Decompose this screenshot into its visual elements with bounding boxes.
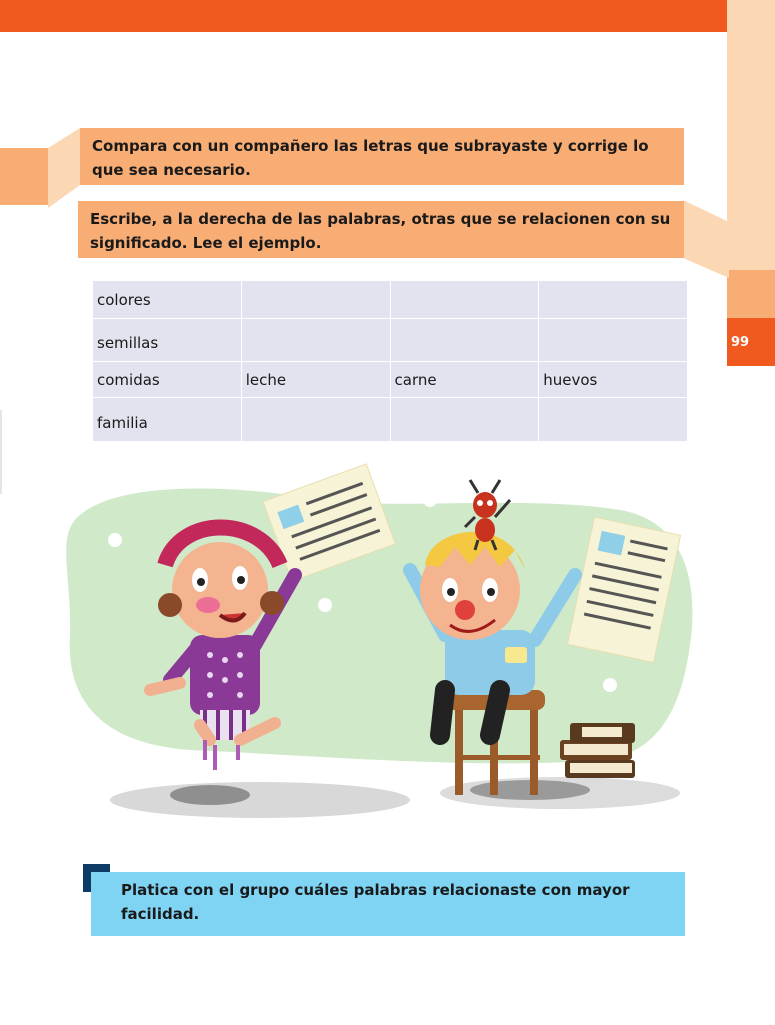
table-cell-answer[interactable]	[241, 398, 390, 442]
page-number-tab	[727, 318, 775, 366]
left-connector-shape	[48, 128, 80, 208]
table-cell-answer[interactable]	[241, 319, 390, 362]
table-cell-answer[interactable]	[539, 319, 688, 362]
left-margin-line	[0, 410, 2, 494]
right-connector-shape	[683, 200, 729, 278]
left-margin-tab	[0, 148, 50, 205]
table-cell-answer[interactable]	[390, 281, 539, 319]
table-cell-answer[interactable]	[241, 281, 390, 319]
discussion-text: Platica con el grupo cuáles palabras relacionaste con mayor facilidad.	[121, 881, 630, 923]
table-cell-word: colores	[93, 281, 242, 319]
table-cell-word: semillas	[93, 319, 242, 362]
table-cell-example: leche	[241, 362, 390, 398]
table-row	[93, 398, 688, 442]
table-cell-word: familia	[93, 398, 242, 442]
word-relation-table	[92, 280, 688, 442]
table-cell-example: huevos	[539, 362, 688, 398]
page-number: 99	[731, 334, 750, 350]
side-margin-accent	[727, 270, 775, 318]
table-cell-answer[interactable]	[390, 398, 539, 442]
side-margin-strip	[727, 0, 775, 270]
table-cell-example: carne	[390, 362, 539, 398]
instruction-compare-text: Compara con un compañero las letras que subrayaste y corrige lo que sea necesario.	[92, 137, 649, 179]
children-illustration	[60, 455, 700, 835]
table-row	[93, 362, 688, 398]
table-cell-answer[interactable]	[539, 281, 688, 319]
header-bar	[0, 0, 727, 32]
table-cell-answer[interactable]	[390, 319, 539, 362]
instruction-compare	[80, 128, 684, 185]
instruction-write	[78, 201, 684, 258]
table-row	[93, 319, 688, 362]
table-cell-answer[interactable]	[539, 398, 688, 442]
discussion-panel	[91, 872, 685, 936]
table-row	[93, 281, 688, 319]
instruction-write-text: Escribe, a la derecha de las palabras, otras que se relacionen con su significado. Lee el ejemplo.	[90, 210, 671, 252]
table-cell-word: comidas	[93, 362, 242, 398]
